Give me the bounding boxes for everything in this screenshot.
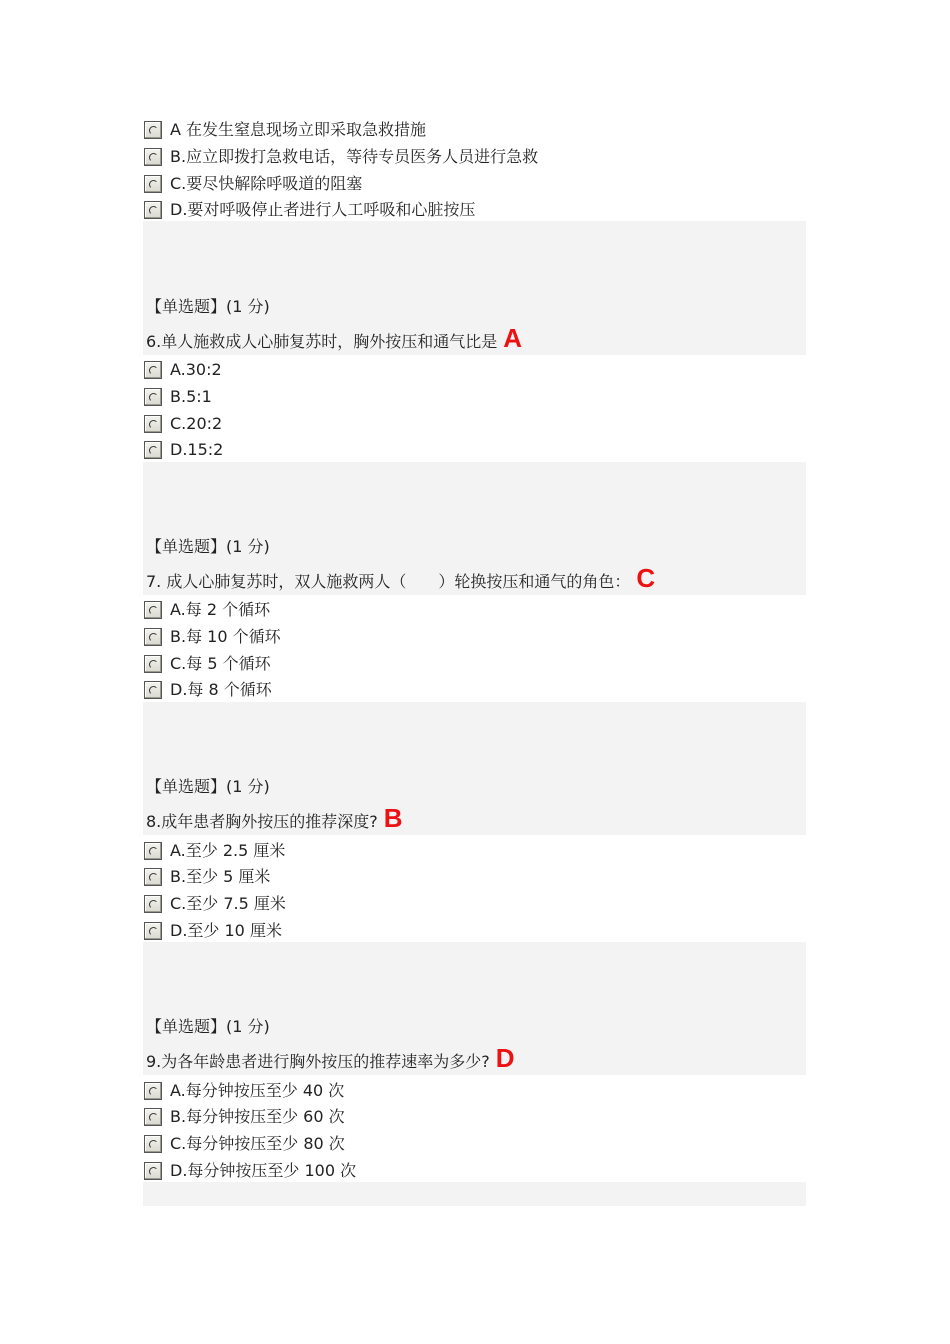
question-type: 【单选题】(1 分) <box>146 537 270 556</box>
option-label: D.每分钟按压至少 100 次 <box>170 1161 357 1180</box>
radio-button[interactable] <box>144 441 162 459</box>
radio-button[interactable] <box>144 628 162 646</box>
question-type: 【单选题】(1 分) <box>146 777 270 796</box>
radio-button[interactable] <box>144 175 162 193</box>
radio-button[interactable] <box>144 121 162 139</box>
radio-button[interactable] <box>144 148 162 166</box>
option-label: B.每分钟按压至少 60 次 <box>170 1107 345 1126</box>
option-row[interactable] <box>144 1078 784 1104</box>
radio-button[interactable] <box>144 1082 162 1100</box>
radio-button[interactable] <box>144 201 162 219</box>
radio-button[interactable] <box>144 922 162 940</box>
option-label: C.20:2 <box>170 414 223 433</box>
question-prompt: 7. 成人心肺复苏时，双人施救两人（ ）轮换按压和通气的角色： <box>146 572 631 591</box>
option-label: B.5:1 <box>170 387 212 406</box>
question-prompt: 9.为各年龄患者进行胸外按压的推荐速率为多少? <box>146 1052 490 1071</box>
option-label: A.至少 2.5 厘米 <box>170 841 286 860</box>
option-row[interactable] <box>144 1131 784 1157</box>
option-label: C.每分钟按压至少 80 次 <box>170 1134 345 1153</box>
radio-button[interactable] <box>144 868 162 886</box>
option-row[interactable] <box>144 411 784 437</box>
option-label: A.30:2 <box>170 360 222 379</box>
radio-button[interactable] <box>144 1135 162 1153</box>
option-row[interactable] <box>144 171 784 197</box>
radio-button[interactable] <box>144 655 162 673</box>
option-row[interactable] <box>144 384 784 410</box>
option-row[interactable] <box>144 117 784 143</box>
option-label: C.每 5 个循环 <box>170 654 271 673</box>
option-row[interactable] <box>144 651 784 677</box>
question-prompt: 6.单人施救成人心肺复苏时，胸外按压和通气比是 <box>146 332 498 351</box>
option-label: D.要对呼吸停止者进行人工呼吸和心脏按压 <box>170 200 476 219</box>
radio-button[interactable] <box>144 388 162 406</box>
option-label: C.至少 7.5 厘米 <box>170 894 286 913</box>
option-row[interactable] <box>144 624 784 650</box>
question-text <box>146 803 403 834</box>
option-row[interactable] <box>144 838 784 864</box>
option-row[interactable] <box>144 144 784 170</box>
radio-button[interactable] <box>144 601 162 619</box>
option-label: B.至少 5 厘米 <box>170 867 271 886</box>
option-row[interactable] <box>144 597 784 623</box>
option-label: B.应立即拨打急救电话，等待专员医务人员进行急救 <box>170 147 539 166</box>
question-type: 【单选题】(1 分) <box>146 1017 270 1036</box>
radio-button[interactable] <box>144 1162 162 1180</box>
question-text <box>146 563 656 594</box>
option-label: B.每 10 个循环 <box>170 627 281 646</box>
option-label: A.每 2 个循环 <box>170 600 271 619</box>
option-label: D.至少 10 厘米 <box>170 921 282 940</box>
radio-button[interactable] <box>144 842 162 860</box>
option-row[interactable] <box>144 437 784 463</box>
option-label: D.15:2 <box>170 440 224 459</box>
option-row[interactable] <box>144 918 784 944</box>
option-row[interactable] <box>144 677 784 703</box>
question-type: 【单选题】(1 分) <box>146 297 270 316</box>
option-row[interactable] <box>144 1158 784 1184</box>
radio-button[interactable] <box>144 361 162 379</box>
radio-button[interactable] <box>144 895 162 913</box>
question-prompt: 8.成年患者胸外按压的推荐深度? <box>146 812 378 831</box>
answer-mark: A <box>503 323 523 353</box>
option-label: C.要尽快解除呼吸道的阻塞 <box>170 174 363 193</box>
question-text <box>146 323 523 354</box>
option-label: A 在发生窒息现场立即采取急救措施 <box>170 120 427 139</box>
answer-mark: C <box>636 563 656 593</box>
radio-button[interactable] <box>144 1108 162 1126</box>
question-header-box <box>143 1182 806 1206</box>
option-row[interactable] <box>144 197 784 223</box>
option-label: D.每 8 个循环 <box>170 680 272 699</box>
radio-button[interactable] <box>144 415 162 433</box>
option-row[interactable] <box>144 1104 784 1130</box>
question-text <box>146 1043 515 1074</box>
option-row[interactable] <box>144 891 784 917</box>
option-row[interactable] <box>144 357 784 383</box>
option-row[interactable] <box>144 864 784 890</box>
answer-mark: D <box>495 1043 515 1073</box>
option-label: A.每分钟按压至少 40 次 <box>170 1081 345 1100</box>
radio-button[interactable] <box>144 681 162 699</box>
answer-mark: B <box>383 803 403 833</box>
